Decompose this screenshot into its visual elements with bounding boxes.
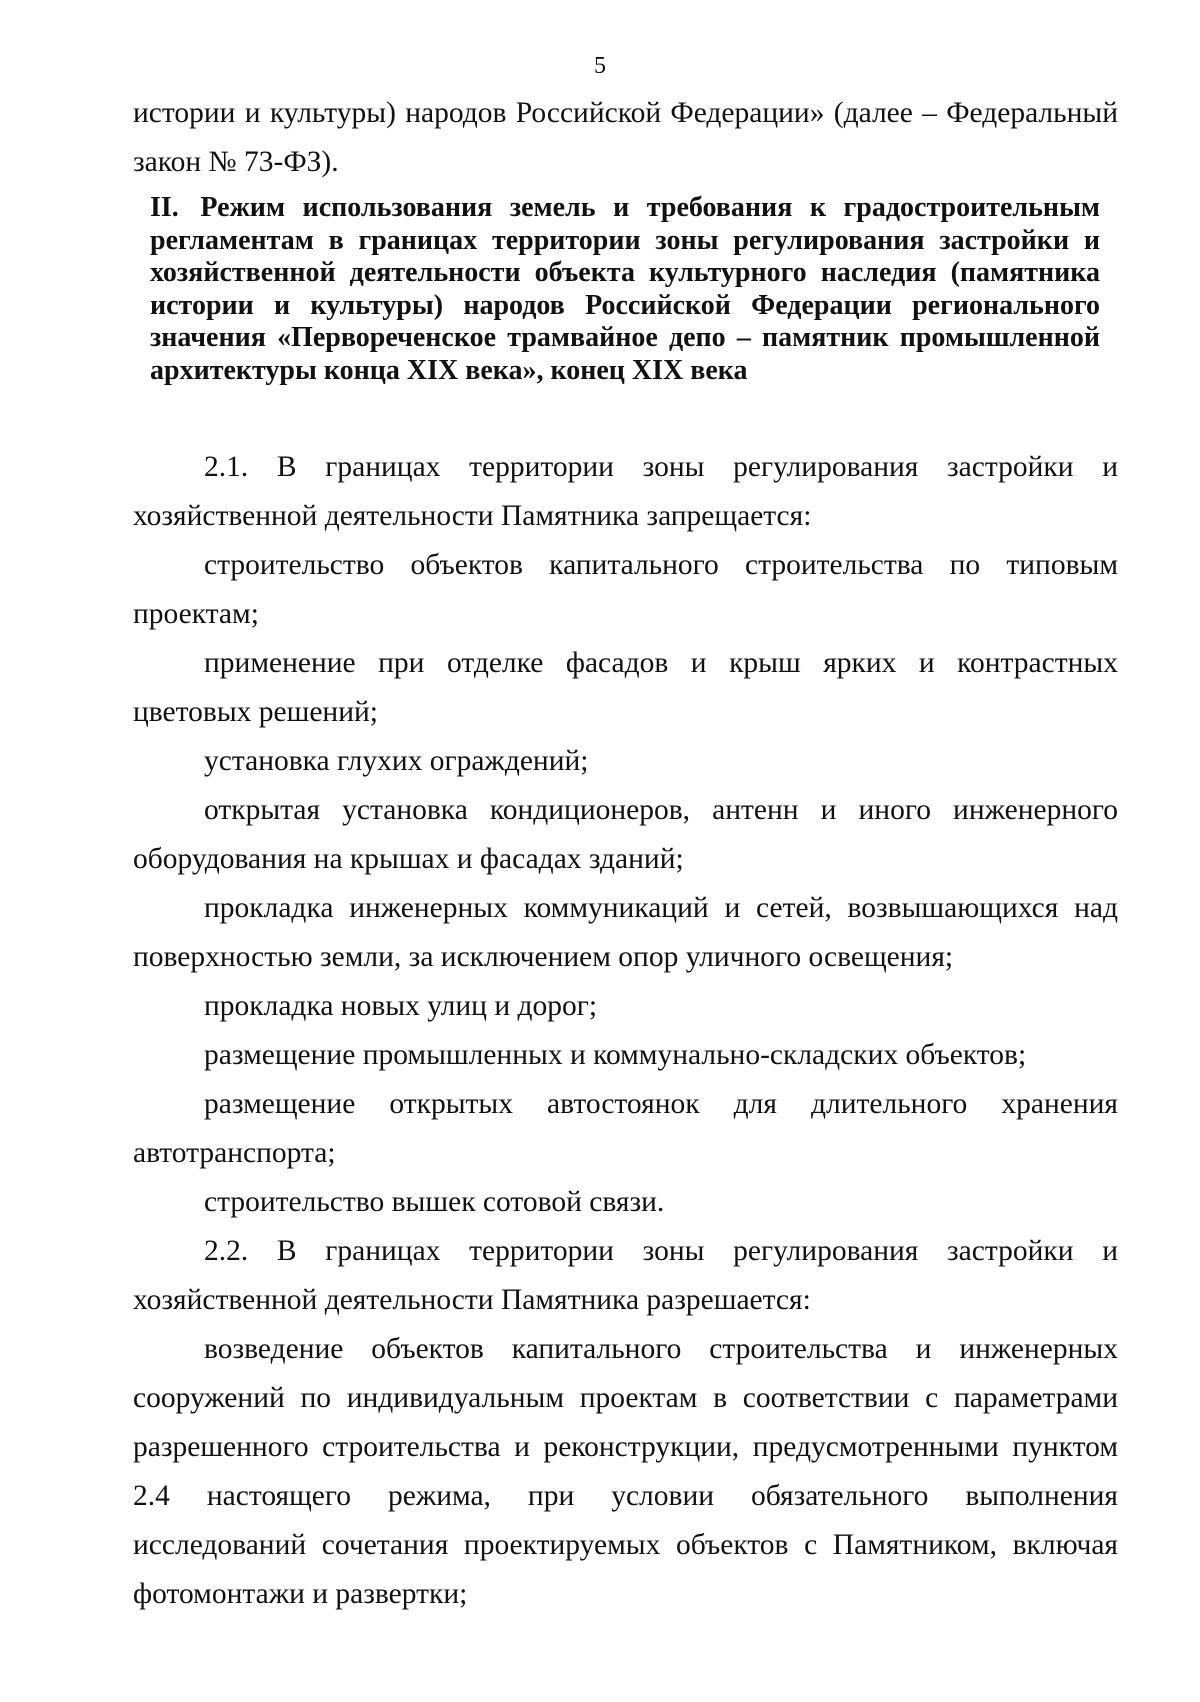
- section-number: II.: [150, 192, 179, 223]
- list-item: размещение промышленных и коммунально-складских объектов;: [204, 1039, 1027, 1071]
- list-item: прокладка новых улиц и дорог;: [204, 990, 598, 1022]
- list-item: размещение открытых автостоянок для длительного хранения автотранспорта;: [133, 1088, 1118, 1169]
- list-item: установка глухих ограждений;: [204, 745, 589, 777]
- list-item: открытая установка кондиционеров, антенн и иного инженерного оборудования на крышах и фасадах зданий;: [133, 794, 1118, 875]
- clause-2-2: 2.2. В границах территории зоны регулирования застройки и хозяйственной деятельности Памятника разрешается:: [133, 1235, 1118, 1316]
- list-item: возведение объектов капитального строительства и инженерных сооружений по индивидуальным проектам в соответствии с параметрами разрешенного строительства и реконструкции, предусмотренными пунктом 2.4 настоящего режима, при условии обязательного выполнения исследований сочетания проектируемых объектов с Памятником, включая фотомонтажи и развертки;: [133, 1333, 1118, 1610]
- list-item: применение при отделке фасадов и крыш ярких и контрастных цветовых решений;: [133, 647, 1118, 728]
- page-number: 5: [594, 53, 606, 79]
- list-item: прокладка инженерных коммуникаций и сетей, возвышающихся над поверхностью земли, за исключением опор уличного освещения;: [133, 892, 1118, 973]
- section-heading: [150, 192, 1100, 387]
- list-item: строительство вышек сотовой связи.: [204, 1186, 665, 1218]
- section-title: Режим использования земель и требования к градостроительным регламентам в границах территории зоны регулирования застройки и хозяйственной деятельности объекта культурного наследия (памятника истории и культуры) народов Российской Федерации регионального значения «Первореченское трамвайное депо – памятник промышленной архитектуры конца XIX века», конец XIX века: [150, 192, 1101, 386]
- intro-paragraph: истории и культуры) народов Российской Федерации» (далее – Федеральный закон № 73-ФЗ).: [133, 97, 1118, 178]
- clause-2-1: 2.1. В границах территории зоны регулирования застройки и хозяйственной деятельности Памятника запрещается:: [133, 451, 1118, 532]
- section-body: [133, 443, 1118, 1619]
- list-item: строительство объектов капитального строительства по типовым проектам;: [133, 549, 1118, 630]
